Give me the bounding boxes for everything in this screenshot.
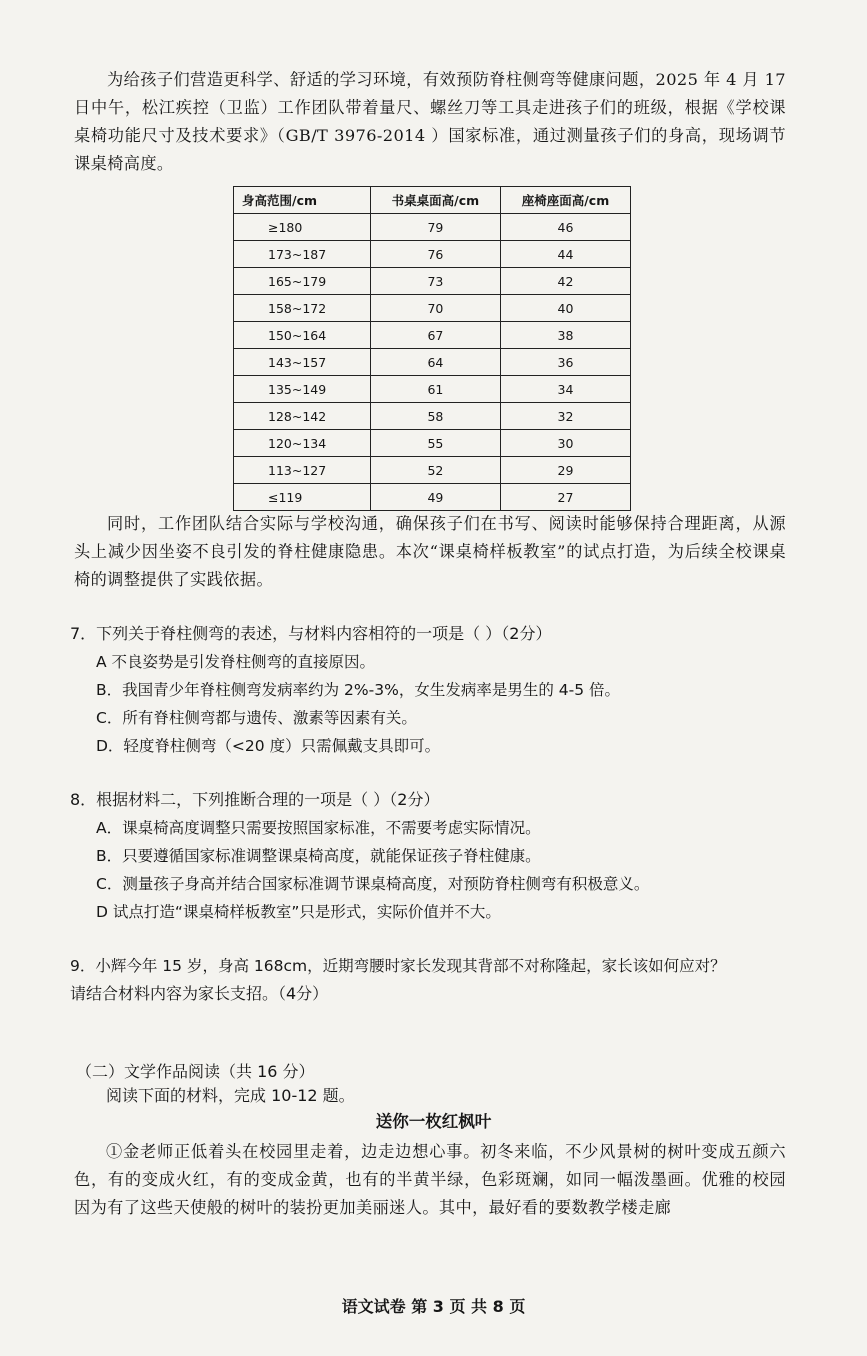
cell-chair-height: 38 (500, 322, 630, 349)
question-8-option-c: C．测量孩子身高并结合国家标准调节课桌椅高度，对预防脊柱侧弯有积极意义。 (96, 875, 650, 893)
table-row (234, 403, 631, 430)
table-row (234, 295, 631, 322)
cell-desk-height: 73 (370, 268, 500, 295)
cell-desk-height: 76 (370, 241, 500, 268)
cell-height-range: 165~179 (234, 268, 371, 295)
table-header-row (234, 187, 631, 214)
table-row (234, 457, 631, 484)
cell-desk-height: 79 (370, 214, 500, 241)
cell-height-range: 120~134 (234, 430, 371, 457)
question-7-option-d: D．轻度脊柱侧弯（<20 度）只需佩戴支具即可。 (96, 737, 441, 755)
question-7-option-b: B．我国青少年脊柱侧弯发病率约为 2%-3%，女生发病率是男生的 4-5 倍。 (96, 681, 621, 699)
cell-height-range: 173~187 (234, 241, 371, 268)
cell-height-range: ≥180 (234, 214, 371, 241)
section-2-heading: （二）文学作品阅读（共 16 分） (76, 1062, 315, 1081)
cell-desk-height: 70 (370, 295, 500, 322)
cell-desk-height: 52 (370, 457, 500, 484)
table-row (234, 241, 631, 268)
question-7-stem: 7．下列关于脊柱侧弯的表述，与材料内容相符的一项是（ ）（2分） (70, 624, 552, 643)
article-paragraph-1: ①金老师正低着头在校园里走着，边走边想心事。初冬来临，不少风景树的树叶变成五颜六色，有的变成火红，有的变成金黄，也有的半黄半绿，色彩斑斓，如同一幅泼墨画。优雅的校园因为有了这些天使般的树叶的装扮更加美丽迷人。其中，最好看的要数教学楼走廊 (74, 1142, 786, 1217)
cell-chair-height: 34 (500, 376, 630, 403)
cell-chair-height: 32 (500, 403, 630, 430)
table-row (234, 376, 631, 403)
cell-desk-height: 61 (370, 376, 500, 403)
header-desk-height: 书桌桌面高/cm (370, 187, 500, 214)
question-8-option-d: D 试点打造“课桌椅样板教室”只是形式，实际价值并不大。 (96, 903, 501, 921)
cell-chair-height: 42 (500, 268, 630, 295)
cell-chair-height: 40 (500, 295, 630, 322)
header-chair-height: 座椅座面高/cm (500, 187, 630, 214)
cell-chair-height: 29 (500, 457, 630, 484)
cell-height-range: 143~157 (234, 349, 371, 376)
cell-desk-height: 67 (370, 322, 500, 349)
question-8-option-b: B．只要遵循国家标准调整课桌椅高度，就能保证孩子脊柱健康。 (96, 847, 541, 865)
page-footer: 语文试卷 第 3 页 共 8 页 (341, 1297, 526, 1316)
cell-height-range: 158~172 (234, 295, 371, 322)
question-7-option-c: C．所有脊柱侧弯都与遗传、激素等因素有关。 (96, 709, 417, 727)
cell-chair-height: 36 (500, 349, 630, 376)
article-title: 送你一枚红枫叶 (375, 1112, 492, 1131)
table-row (234, 268, 631, 295)
cell-desk-height: 64 (370, 349, 500, 376)
table-row (234, 484, 631, 511)
table-row (234, 214, 631, 241)
cell-chair-height: 44 (500, 241, 630, 268)
intro-paragraph: 为给孩子们营造更科学、舒适的学习环境，有效预防脊柱侧弯等健康问题，2025 年 4 月 17 日中午，松江疾控（卫监）工作团队带着量尺、螺丝刀等工具走进孩子们的班级，根据《学校课桌椅功能尺寸及技术要求》（GB/T 3976-2014 ）国家标准，通过测量孩子们的身高，现场调节课桌椅高度。 (74, 70, 786, 173)
cell-height-range: 135~149 (234, 376, 371, 403)
question-8-option-a: A．课桌椅高度调整只需要按照国家标准，不需要考虑实际情况。 (96, 819, 541, 837)
table-row (234, 322, 631, 349)
cell-desk-height: 58 (370, 403, 500, 430)
cell-height-range: 113~127 (234, 457, 371, 484)
question-8-stem: 8．根据材料二，下列推断合理的一项是（ ）（2分） (70, 790, 440, 809)
cell-height-range: ≤119 (234, 484, 371, 511)
cell-chair-height: 30 (500, 430, 630, 457)
desk-chair-spec-table (233, 186, 631, 511)
cell-desk-height: 55 (370, 430, 500, 457)
cell-desk-height: 49 (370, 484, 500, 511)
question-9-line-2: 请结合材料内容为家长支招。（4分） (70, 984, 329, 1003)
cell-height-range: 128~142 (234, 403, 371, 430)
header-height-range: 身高范围/cm (234, 187, 371, 214)
cell-height-range: 150~164 (234, 322, 371, 349)
after-table-paragraph: 同时，工作团队结合实际与学校沟通，确保孩子们在书写、阅读时能够保持合理距离，从源头上减少因坐姿不良引发的脊柱健康隐患。本次“课桌椅样板教室”的试点打造，为后续全校课桌椅的调整提供了实践依据。 (74, 514, 786, 589)
question-7-option-a: A 不良姿势是引发脊柱侧弯的直接原因。 (96, 653, 376, 671)
table-row (234, 430, 631, 457)
cell-chair-height: 46 (500, 214, 630, 241)
section-2-instruction: 阅读下面的材料，完成 10-12 题。 (106, 1086, 355, 1105)
question-9-line-1: 9．小辉今年 15 岁，身高 168cm，近期弯腰时家长发现其背部不对称隆起，家长该如何应对？ (70, 957, 726, 975)
cell-chair-height: 27 (500, 484, 630, 511)
table-row (234, 349, 631, 376)
